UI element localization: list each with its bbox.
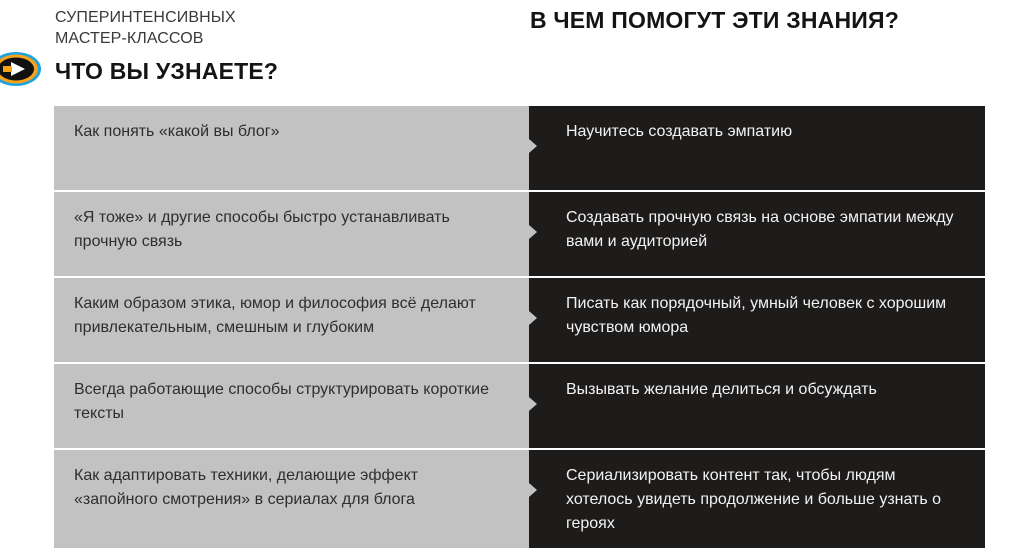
left-section-title: ЧТО ВЫ УЗНАЕТЕ?	[55, 58, 279, 84]
benefit-cell: Сериализировать контент так, чтобы людям хотелось увидеть продолжение и больше узнать о героях	[529, 450, 985, 548]
learn-cell: Как адаптировать техники, делающие эффект «запойного смотрения» в сериалах для блога	[54, 450, 529, 548]
benefit-cell: Писать как порядочный, умный человек с хорошим чувством юмора	[529, 278, 985, 362]
right-section-title: В ЧЕМ ПОМОГУТ ЭТИ ЗНАНИЯ?	[530, 7, 899, 33]
benefit-cell: Научитесь создавать эмпатию	[529, 106, 985, 190]
play-badge-icon	[0, 50, 42, 88]
subtitle-line-1: СУПЕРИНТЕНСИВНЫХ	[55, 9, 236, 26]
comparison-table	[54, 106, 985, 548]
benefit-cell: Вызывать желание делиться и обсуждать	[529, 364, 985, 448]
table-row	[54, 106, 985, 192]
learn-cell: «Я тоже» и другие способы быстро устанавливать прочную связь	[54, 192, 529, 276]
learn-cell: Как понять «какой вы блог»	[54, 106, 529, 190]
table-row	[54, 278, 985, 364]
benefit-cell: Создавать прочную связь на основе эмпатии между вами и аудиторией	[529, 192, 985, 276]
learn-cell: Всегда работающие способы структурировать короткие тексты	[54, 364, 529, 448]
table-row	[54, 192, 985, 278]
table-row	[54, 364, 985, 450]
subtitle-line-2: МАСТЕР-КЛАССОВ	[55, 30, 204, 47]
learn-cell: Каким образом этика, юмор и философия всё делают привлекательным, смешным и глубоким	[54, 278, 529, 362]
table-row	[54, 450, 985, 548]
subtitle	[55, 7, 236, 49]
